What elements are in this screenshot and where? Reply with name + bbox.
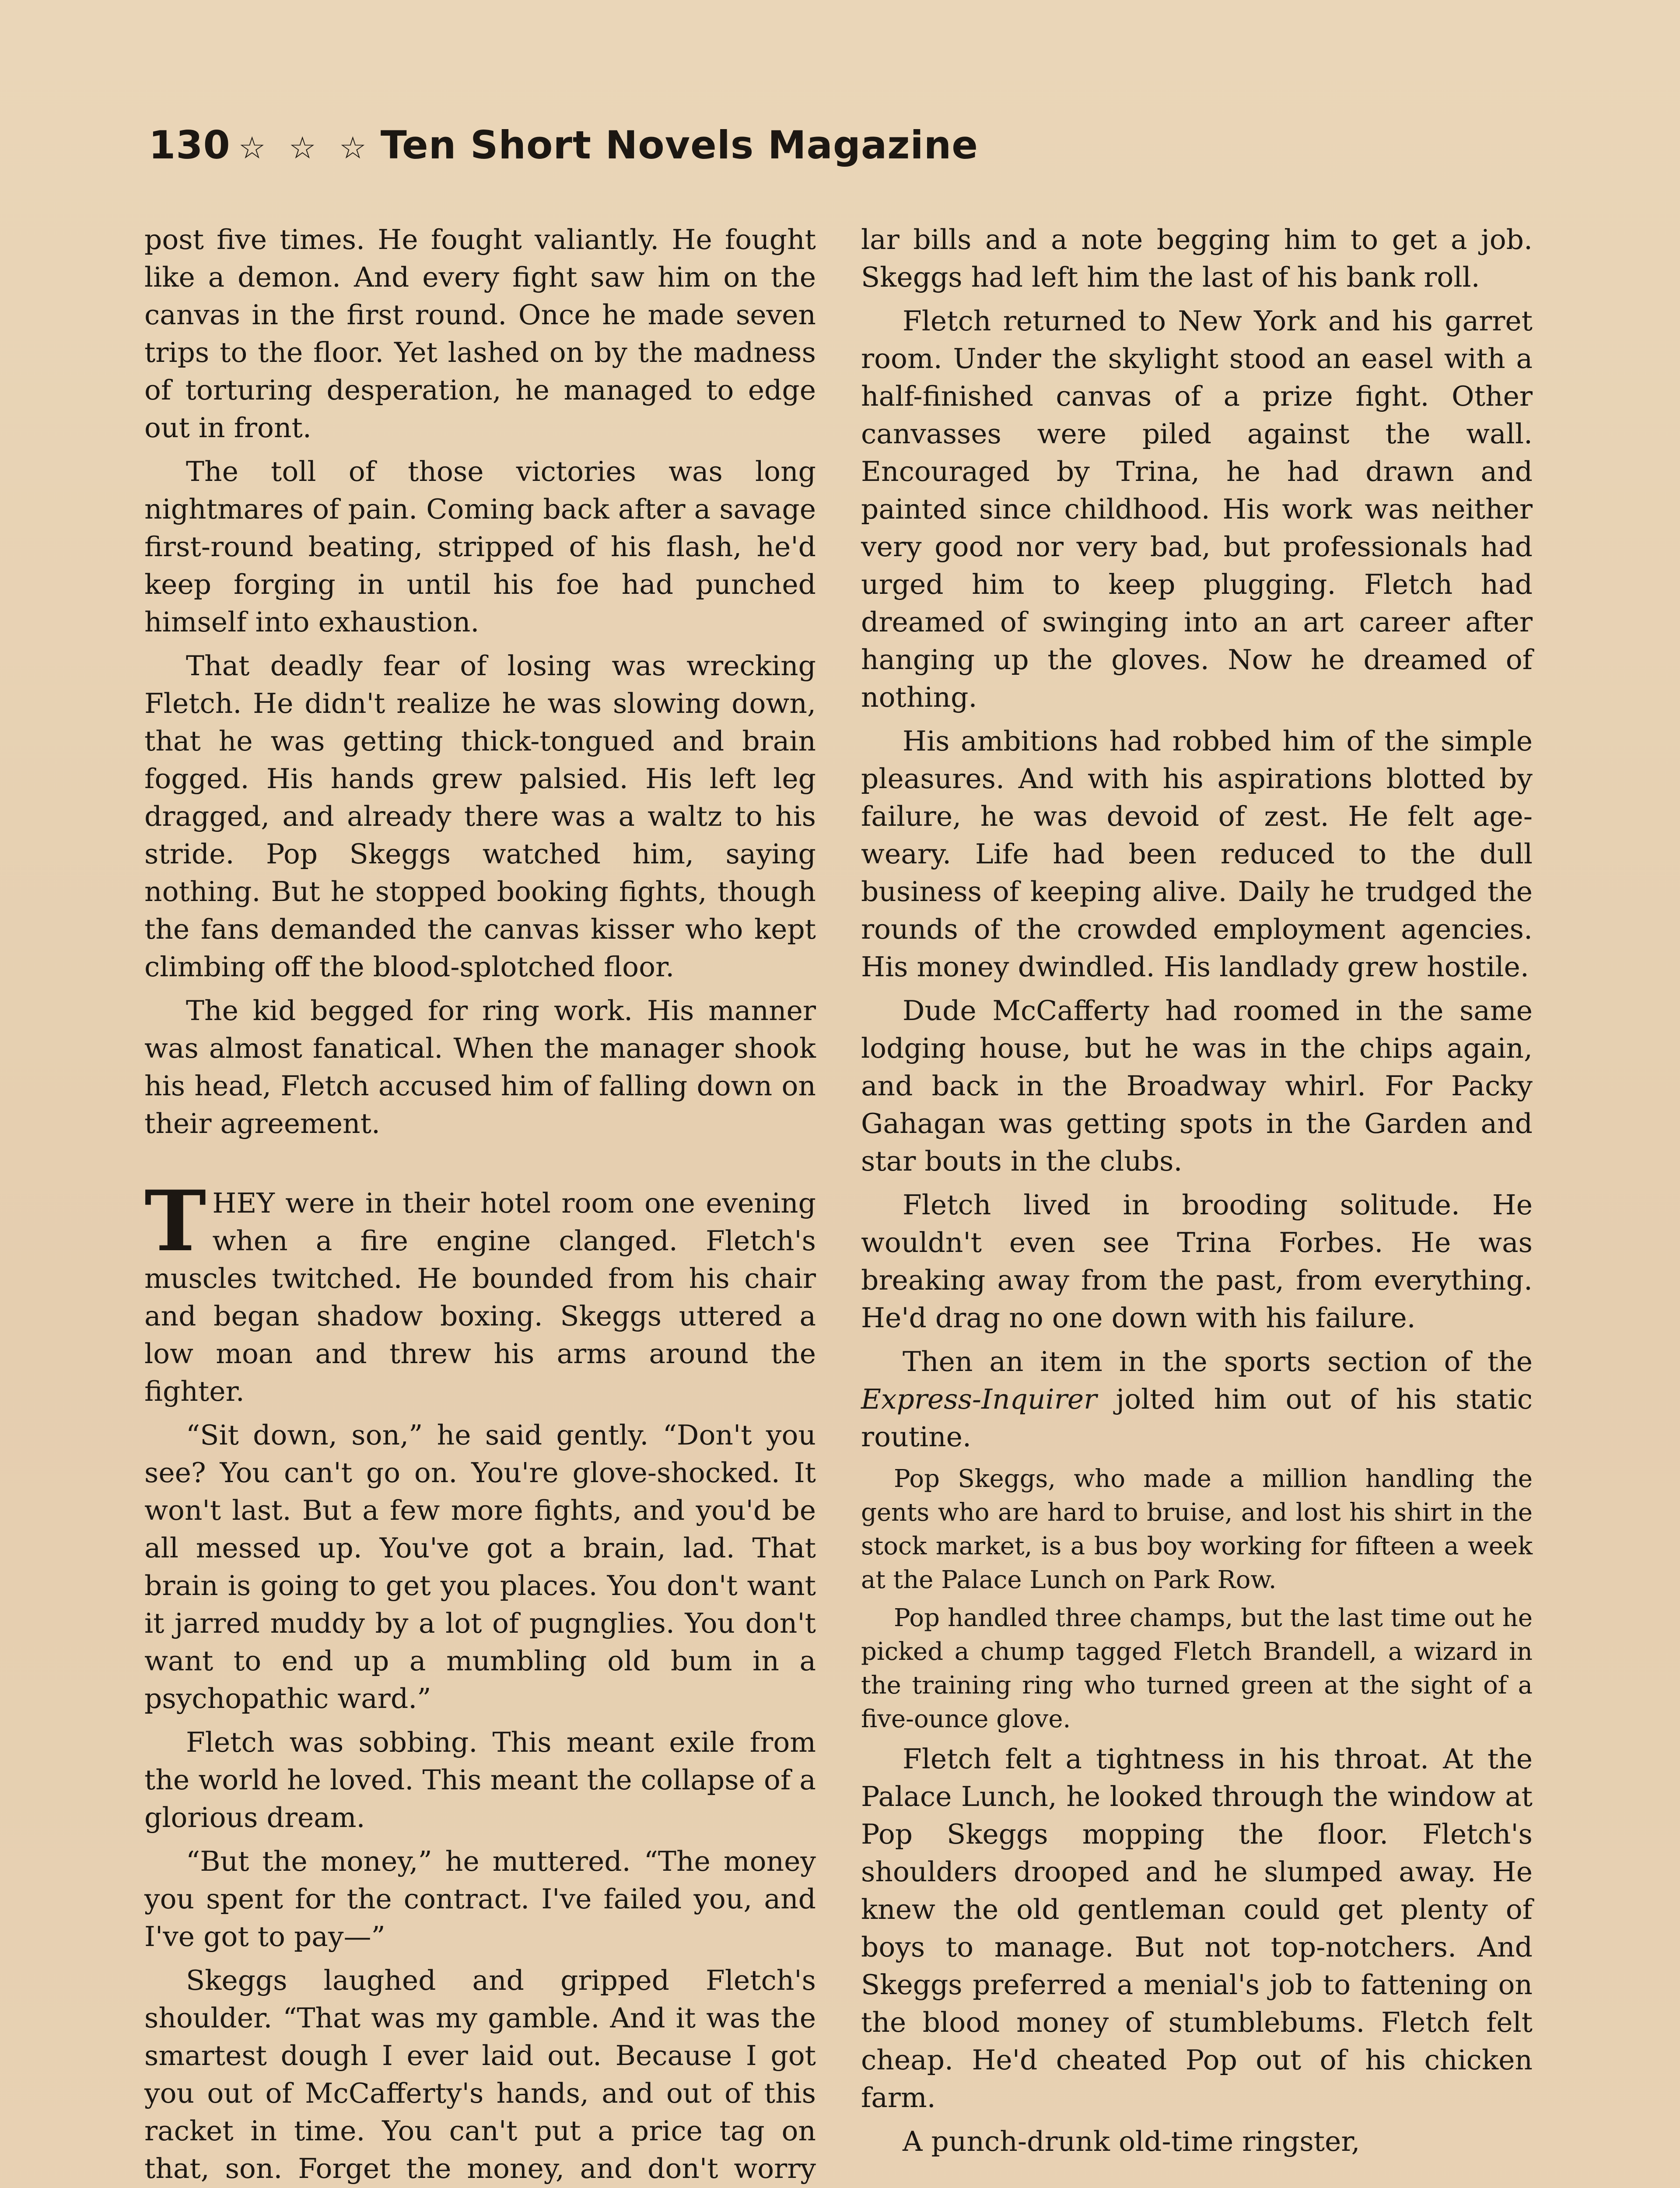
newspaper-clipping: Pop Skeggs, who made a million handling the gents who are hard to bruise, and lost his shirt in the stock market, is a bus boy working for fifteen a week at the Palace Lunch on Park Row. [861,1465,1533,1594]
section-opening-text: were in their hotel room one evening when a fire engine clanged. Fletch's muscles twitched. He bounded from his chair and began shadow boxing. Skeggs uttered a low moan and threw his arms around the fighter. [144,1187,816,1407]
paragraph: Fletch felt a tightness in his throat. At the Palace Lunch, he looked through the window at Pop Skeggs mopping the floor. Fletch's shoulders drooped and he slumped away. He knew the old gentleman could get plenty of boys to manage. But not top-notchers. And Skeggs preferred a menial's job to fattening on the blood money of stumblebums. Fletch felt cheap. He'd cheated Pop out of his chicken farm. [861,1743,1533,2114]
paragraph: “Sit down, son,” he said gently. “Don't you see? You can't go on. You're glove-shocked. It won't last. But a few more fights, and you'd be all messed up. You've got a brain, lad. That brain is going to get you places. You don't want it jarred muddy by a lot of pugnglies. You don't want to end up a mumbling old bum in a psychopathic ward.” [144,1419,816,1715]
newspaper-name: Express-Inquirer [861,1383,1097,1415]
newspaper-clipping: Pop handled three champs, but the last time out he picked a chump tagged Fletch Brandell, a wizard in the training ring who turned green at the sight of a five-ounce glove. [861,1604,1533,1733]
paragraph: Dude McCafferty had roomed in the same lodging house, but he was in the chips again, and back in the Broadway whirl. For Packy Gahagan was getting spots in the Garden and star bouts in the clubs. [861,995,1533,1177]
paragraph: The kid begged for ring work. His manner was almost fanatical. When the manager shook his head, Fletch accused him of falling down on their agreement. [144,995,816,1140]
page-number: 130 [149,123,231,168]
paragraph: The toll of those victories was long nightmares of pain. Coming back after a savage first-round beating, stripped of his flash, he'd keep forging in until his foe had punched himself into exhaustion. [144,456,816,638]
paragraph: Fletch lived in brooding solitude. He wouldn't even see Trina Forbes. He was breaking away from the past, from everything. He'd drag no one down with his failure. [861,1189,1533,1334]
intro-text: Then an item in the sports section of the [903,1346,1533,1378]
right-column [861,221,1533,2167]
intro-text-end: jolted him out of his static routine. [861,1383,1533,1453]
stars-ornament: ☆ ☆ ☆ [238,130,373,166]
paragraph: lar bills and a note begging him to get a job. Skeggs had left him the last of his bank roll. [861,224,1533,293]
paragraph: That deadly fear of losing was wrecking Fletch. He didn't realize he was slowing down, that he was getting thick-tongued and brain fogged. His hands grew palsied. His left leg dragged, and already there was a waltz to his stride. Pop Skeggs watched him, saying nothing. But he stopped booking fights, though the fans demanded the canvas kisser who kept climbing off the blood-splotched floor. [144,650,816,983]
paragraph: His ambitions had robbed him of the simple pleasures. And with his aspirations blotted by failure, he was devoid of zest. He felt age-weary. Life had been reduced to the dull business of keeping alive. Daily he trudged the rounds of the crowded employment agencies. His money dwindled. His landlady grew hostile. [861,725,1533,983]
section-opening-paragraph [144,1172,816,1410]
paragraph: “But the money,” he muttered. “The money you spent for the contract. I've failed you, and I've got to pay—” [144,1845,816,1953]
page-header [149,123,978,168]
paragraph: A punch-drunk old-time ringster, [903,2125,1360,2157]
newspaper-intro-paragraph [861,1343,1533,1456]
paragraph: post five times. He fought valiantly. He fought like a demon. And every fight saw him on the canvas in the first round. Once he made seven trips to the floor. Yet lashed on by the madness of torturing desperation, he managed to edge out in front. [144,224,816,444]
paragraph: Fletch was sobbing. This meant exile from the world he loved. This meant the collapse of a glorious dream. [144,1726,816,1834]
magazine-title: Ten Short Novels Magazine [380,123,978,168]
drop-cap: T [144,1172,206,1270]
paragraph: Fletch returned to New York and his garret room. Under the skylight stood an easel with a half-finished canvas of a prize fight. Other canvasses were piled against the wall. Encouraged by Trina, he had drawn and painted since childhood. His work was neither very good nor very bad, but professionals had urged him to keep plugging. Fletch had dreamed of swinging into an art career after hanging up the gloves. Now he dreamed of nothing. [861,305,1533,713]
left-column [144,221,816,2188]
small-caps-lead: HEY [212,1187,275,1219]
paragraph: Skeggs laughed and gripped Fletch's shoulder. “That was my gamble. And it was the smartest dough I ever laid out. Because I got you out of McCafferty's hands, and out of this racket in time. You can't put a price tag on that, son. Forget the money, and don't worry [144,1964,816,2184]
